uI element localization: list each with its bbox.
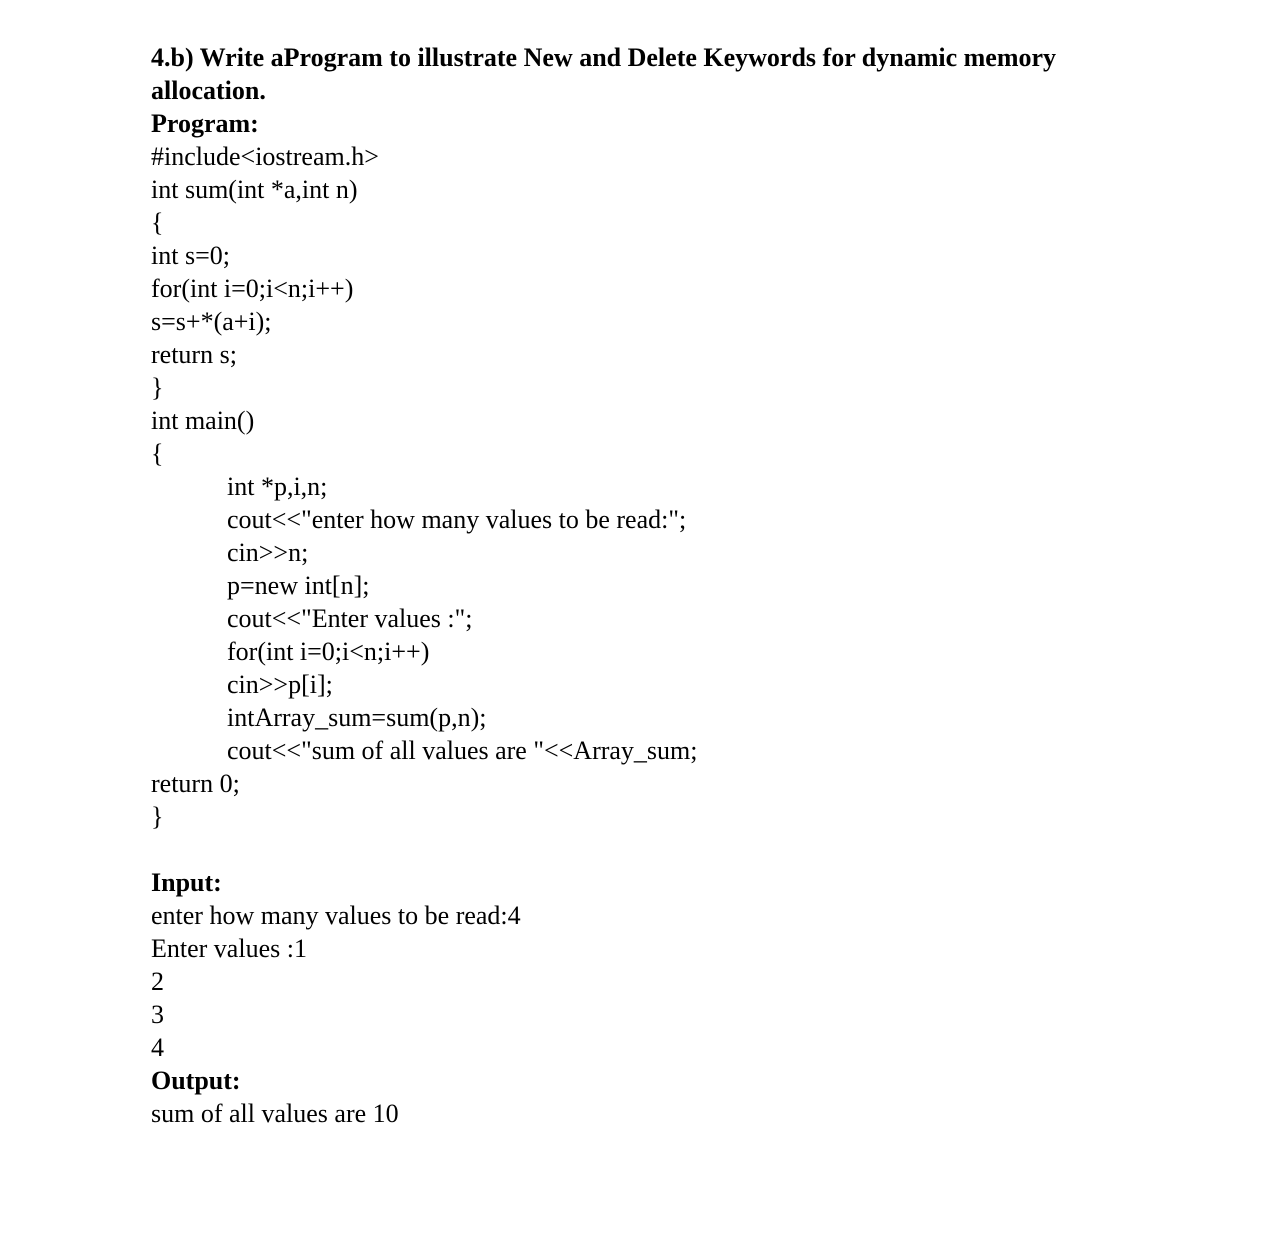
code-line: intArray_sum=sum(p,n);	[227, 703, 487, 732]
question-title	[151, 41, 1175, 107]
output-lines	[151, 1097, 1175, 1130]
program-code-block	[151, 140, 1175, 833]
code-line: int sum(int *a,int n)	[151, 175, 358, 204]
code-line: int *p,i,n;	[227, 472, 328, 501]
code-line: cout<<"Enter values :";	[227, 604, 473, 633]
code-line: return 0;	[151, 769, 240, 798]
output-line: sum of all values are 10	[151, 1099, 399, 1128]
code-line: int main()	[151, 406, 255, 435]
code-line: cout<<"sum of all values are "<<Array_sum;	[227, 736, 698, 765]
input-line: 3	[151, 1000, 164, 1029]
output-label: Output:	[151, 1066, 241, 1095]
code-line: cout<<"enter how many values to be read:";	[227, 505, 687, 534]
program-label: Program:	[151, 109, 259, 138]
code-line: int s=0;	[151, 241, 230, 270]
code-line: for(int i=0;i<n;i++)	[227, 637, 430, 666]
input-line: 4	[151, 1033, 164, 1062]
code-line: p=new int[n];	[227, 571, 370, 600]
code-line: #include<iostream.h>	[151, 142, 379, 171]
output-section	[151, 1064, 1175, 1130]
input-label: Input:	[151, 868, 222, 897]
input-lines	[151, 899, 1175, 1064]
code-line: {	[151, 208, 164, 237]
input-line: Enter values :1	[151, 934, 307, 963]
code-line: s=s+*(a+i);	[151, 307, 272, 336]
input-section	[151, 866, 1175, 1064]
code-line: cin>>n;	[227, 538, 309, 567]
question-title-line: allocation.	[151, 76, 266, 105]
code-line: }	[151, 373, 164, 402]
code-line: }	[151, 802, 164, 831]
code-line: return s;	[151, 340, 237, 369]
code-line: for(int i=0;i<n;i++)	[151, 274, 354, 303]
input-line: enter how many values to be read:4	[151, 901, 521, 930]
code-line: {	[151, 439, 164, 468]
input-line: 2	[151, 967, 164, 996]
question-title-line: 4.b) Write aProgram to illustrate New and Delete Keywords for dynamic memory	[151, 43, 1057, 72]
code-line: cin>>p[i];	[227, 670, 333, 699]
